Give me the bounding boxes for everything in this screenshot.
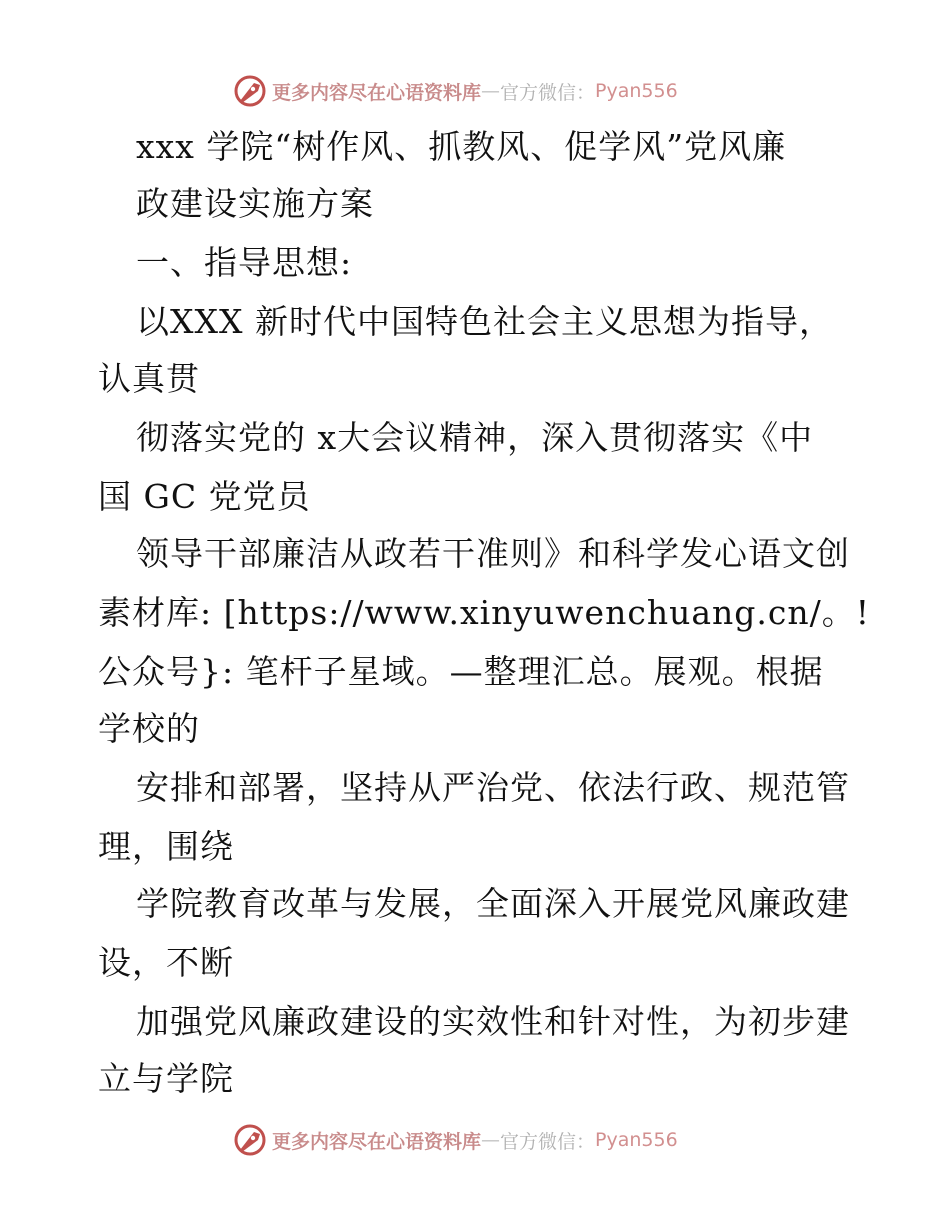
document-line: 以XXX 新时代中国特色社会主义思想为指导， xyxy=(136,302,833,341)
document-line: 素材库: [https://www.xinyuwenchuang.cn/。! xyxy=(98,593,870,632)
document-line: 设，不断 xyxy=(98,943,234,982)
document-line: 彻落实党的 x大会议精神，深入贯彻落实《中 xyxy=(136,418,814,457)
document-line: 安排和部署，坚持从严治党、依法行政、规范管 xyxy=(136,768,850,807)
document-line: 认真贯 xyxy=(98,359,200,398)
document-line: 国 GC 党党员 xyxy=(98,477,311,516)
banner-wechat-id: Pyan556 xyxy=(595,80,678,102)
document-line: 公众号}: 笔杆子星域。—整理汇总。展观。根据 xyxy=(98,652,824,691)
header-watermark-banner xyxy=(232,71,752,111)
banner-title: 更多内容尽在心语资料库 xyxy=(272,1130,482,1153)
banner-wechat-label: 官方微信： xyxy=(500,1130,596,1153)
document-line: 学校的 xyxy=(98,709,200,748)
document-line: 政建设实施方案 xyxy=(136,184,374,223)
footer-watermark-banner xyxy=(232,1120,752,1160)
document-line: 学院教育改革与发展，全面深入开展党风廉政建 xyxy=(136,884,850,923)
banner-separator: — xyxy=(481,1129,501,1151)
document-line: 立与学院 xyxy=(98,1059,234,1098)
document-line: xxx 学院“树作风、抓教风、促学风”党风廉 xyxy=(136,127,787,166)
document-line: 领导干部廉洁从政若干准则》和科学发心语文创 xyxy=(136,534,850,573)
pen-nib-circle-icon xyxy=(232,1122,268,1158)
document-line: 加强党风廉政建设的实效性和针对性，为初步建 xyxy=(136,1002,850,1041)
banner-wechat-id: Pyan556 xyxy=(595,1129,678,1151)
banner-separator: — xyxy=(481,80,501,102)
document-line: 理，围绕 xyxy=(98,827,234,866)
document-line: 一、指导思想: xyxy=(136,243,353,282)
banner-wechat-label: 官方微信： xyxy=(500,81,596,104)
banner-title: 更多内容尽在心语资料库 xyxy=(272,81,482,104)
pen-nib-circle-icon xyxy=(232,73,268,109)
